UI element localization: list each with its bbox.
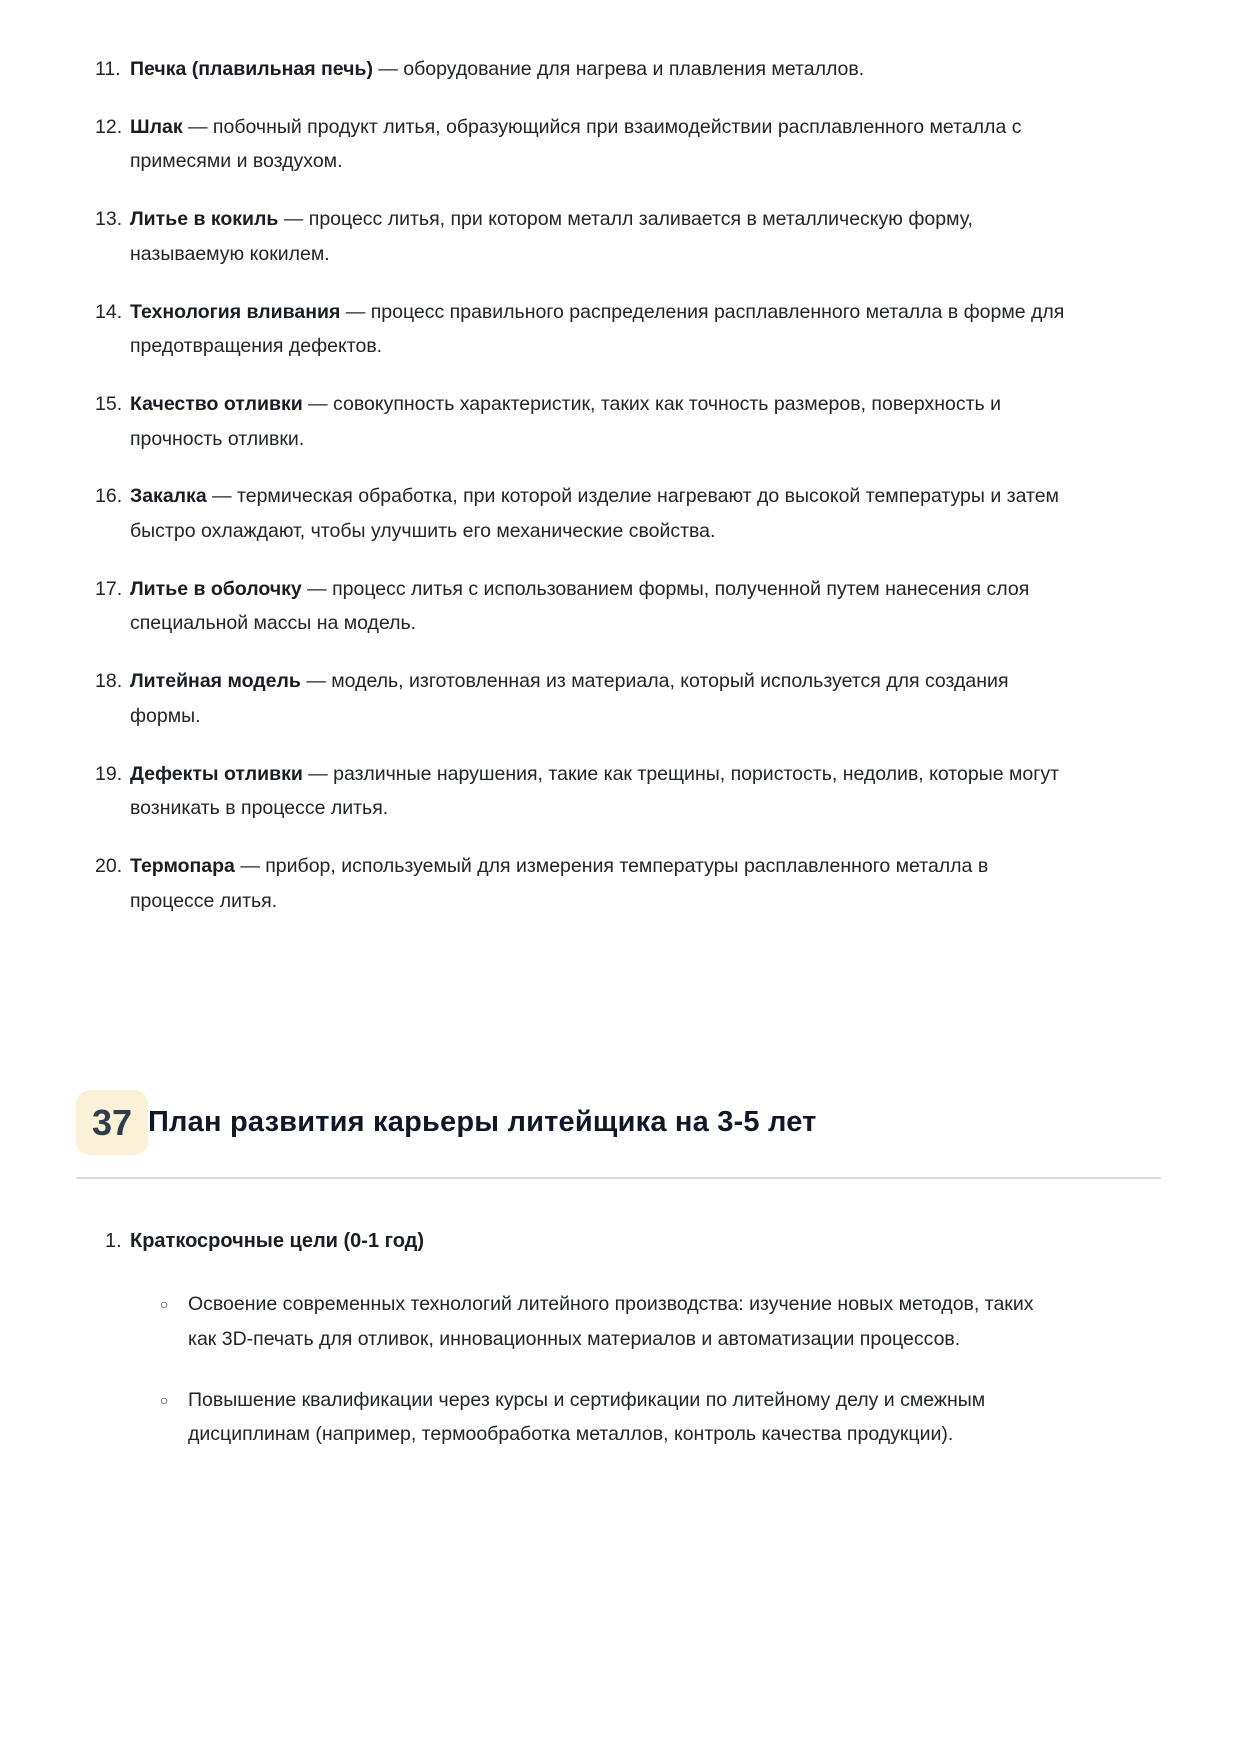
bullet-item xyxy=(76,1287,1161,1356)
career-plan-item xyxy=(76,1225,1161,1257)
glossary-list xyxy=(76,52,1161,918)
bullet-text: Освоение современных технологий литейного производства: изучение новых методов, таких как 3D-печать для отливок, инновационных материалов и автоматизации процессов. xyxy=(188,1293,1034,1351)
section-number-badge xyxy=(76,1090,148,1155)
bullet-list xyxy=(76,1287,1161,1452)
item-body xyxy=(130,664,1070,733)
definition-text: — термическая обработка, при которой изделие нагревают до высокой температуры и затем быстро охлаждают, чтобы улучшить его механические свойства. xyxy=(130,485,1059,543)
circle-bullet-icon: ○ xyxy=(160,1391,169,1408)
item-body xyxy=(130,295,1070,364)
badge-number: 37 xyxy=(91,1101,133,1143)
career-plan-list xyxy=(76,1225,1161,1452)
term-text: Шлак xyxy=(130,115,183,138)
definition-text: — различные нарушения, такие как трещины, пористость, недолив, которые могут возникать в процессе литья. xyxy=(130,762,1060,820)
item-body xyxy=(130,572,1070,641)
term-text: Литейная модель xyxy=(130,670,301,693)
term-text: Термопара xyxy=(130,854,235,877)
definition-text: — модель, изготовленная из материала, который используется для создания формы. xyxy=(130,670,1009,727)
item-number: 16. xyxy=(95,485,123,508)
item-number: 19. xyxy=(95,762,123,785)
item-body xyxy=(130,202,1070,271)
term-text: Печка (плавильная печь) xyxy=(130,58,373,80)
section-title: План развития карьеры литейщика на 3-5 лет xyxy=(148,1106,817,1139)
definition-text: — процесс литья, при котором металл заливается в металлическую форму, называемую кокилем. xyxy=(130,208,973,265)
circle-bullet-icon: ○ xyxy=(160,1296,169,1313)
section-header xyxy=(76,1090,1161,1155)
definition-text: — оборудование для нагрева и плавления металлов. xyxy=(378,58,865,80)
term-text: Технология вливания xyxy=(130,300,341,323)
item-body xyxy=(130,849,1070,918)
item-title: Краткосрочные цели (0-1 год) xyxy=(130,1230,425,1253)
glossary-item xyxy=(95,849,1161,918)
item-number: 11. xyxy=(95,58,121,80)
glossary-item xyxy=(95,52,1161,87)
item-body xyxy=(130,757,1070,826)
definition-text: — процесс правильного распределения расплавленного металла в форме для предотвращения дефектов. xyxy=(130,300,1065,358)
item-number: 13. xyxy=(95,208,123,231)
glossary-item xyxy=(95,295,1161,364)
definition-text: — побочный продукт литья, образующийся при взаимодействии расплавленного металла с примесями и воздухом. xyxy=(130,115,1022,173)
bullet-text: Повышение квалификации через курсы и сертификации по литейному делу и смежным дисциплинам (например, термообработка металлов, контроль качества продукции). xyxy=(188,1388,986,1446)
item-number: 17. xyxy=(95,577,123,600)
item-body xyxy=(130,479,1070,548)
definition-text: — совокупность характеристик, таких как точность размеров, поверхность и прочность отливки. xyxy=(130,392,1001,450)
term-text: Литье в оболочку xyxy=(130,577,302,600)
definition-text: — прибор, используемый для измерения температуры расплавленного металла в процессе литья. xyxy=(130,854,989,912)
section-divider xyxy=(76,1177,1161,1179)
item-number: 14. xyxy=(95,300,123,323)
item-number: 18. xyxy=(95,670,123,693)
item-number: 1. xyxy=(105,1230,122,1253)
term-text: Качество отливки xyxy=(130,392,303,415)
term-text: Дефекты отливки xyxy=(130,762,303,785)
definition-text: — процесс литья с использованием формы, полученной путем нанесения слоя специальной массы на модель. xyxy=(130,577,1030,635)
item-body xyxy=(130,52,1070,87)
glossary-item xyxy=(95,479,1161,548)
glossary-item xyxy=(95,572,1161,641)
glossary-item xyxy=(95,110,1161,179)
item-number: 20. xyxy=(95,854,123,877)
item-number: 15. xyxy=(95,392,123,415)
item-body xyxy=(130,387,1070,456)
glossary-item xyxy=(95,664,1161,733)
bullet-item xyxy=(76,1383,1161,1452)
term-text: Литье в кокиль xyxy=(130,208,279,231)
item-body xyxy=(130,110,1070,179)
term-text: Закалка xyxy=(130,485,207,508)
glossary-item xyxy=(95,387,1161,456)
item-number: 12. xyxy=(95,115,123,138)
glossary-item xyxy=(95,757,1161,826)
glossary-item xyxy=(95,202,1161,271)
